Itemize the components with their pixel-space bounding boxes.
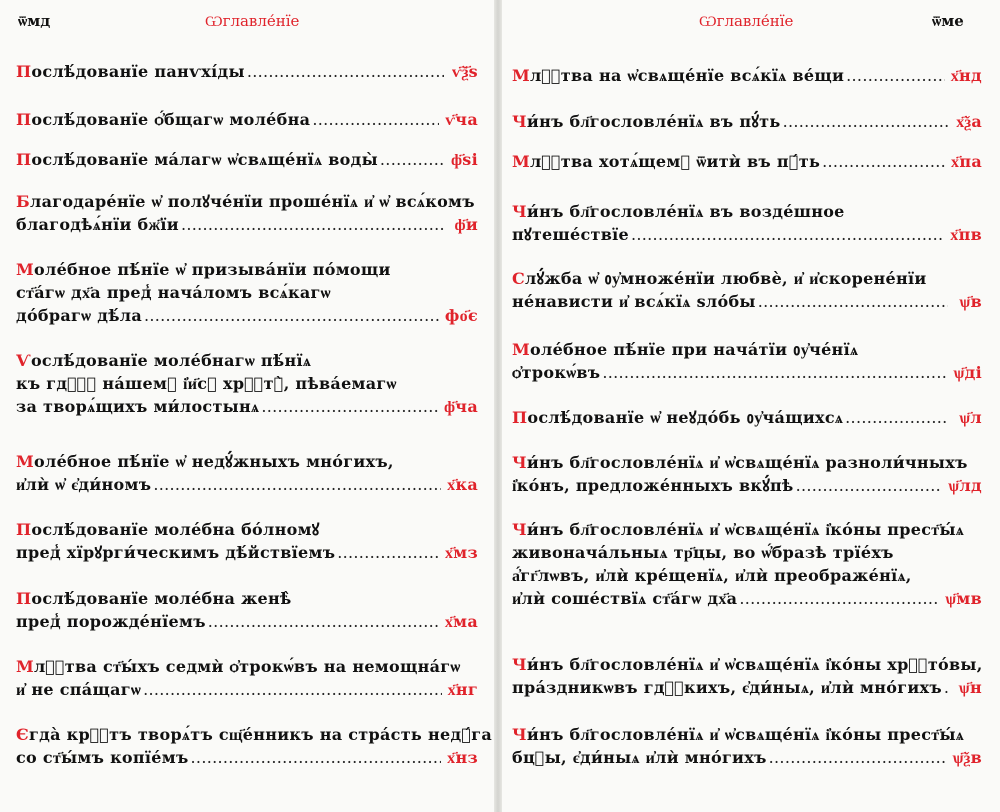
toc-entry-line: [16, 190, 478, 213]
toc-entry-text: за творѧ́щихъ ми́лостынѧ: [16, 397, 260, 416]
red-initial: М: [512, 340, 531, 359]
toc-page-number: ѱ҃л: [959, 408, 982, 427]
red-initial: М: [16, 260, 35, 279]
toc-entry-line: [16, 372, 478, 395]
toc-entry-line: [16, 281, 478, 304]
dot-leader: [944, 676, 948, 699]
toc-entry-text: Моле́бное пѣ́нїе ѡ҆ призыва́нїи по́мощи: [16, 260, 391, 279]
toc-page-number: ѱ҃в: [959, 292, 982, 311]
toc-entry[interactable]: [16, 655, 478, 701]
dot-leader: [208, 610, 439, 633]
toc-page-number: х҃ка: [447, 475, 478, 494]
toc-entry-line: [512, 150, 982, 173]
toc-entry-line: [16, 148, 478, 171]
toc-entry-text: бцⷣы, є҆ди́ныѧ и҆лѝ мно́гихъ: [512, 748, 767, 767]
dot-leader: [631, 223, 944, 246]
toc-entry-text: ст҃а́гѡ дх҃а пред̾ нача́ломъ всѧ́кагѡ: [16, 283, 331, 302]
toc-entry-line: [512, 406, 982, 429]
red-initial: Ч: [512, 520, 527, 539]
toc-entry-text: і҆ко́нъ, предложе́нныхъ вкꙋ́пѣ: [512, 476, 794, 495]
red-initial: П: [16, 110, 32, 129]
toc-entry-text: Єгда̀ крⷭ҇тъ творѧ́тъ сщ҃е́нникъ на стра́сть недꙋ́га: [16, 725, 493, 744]
dot-leader: [846, 64, 945, 87]
toc-entry-line: [16, 450, 478, 473]
dot-leader: [261, 395, 438, 418]
toc-entry[interactable]: [512, 110, 982, 133]
toc-entry-line: [512, 676, 982, 699]
toc-entry[interactable]: [512, 338, 982, 384]
toc-entry-text: Моле́бное пѣ́нїе ѡ҆ недꙋ́жныхъ мно́гихъ,: [16, 452, 394, 471]
dot-leader: [144, 304, 439, 327]
toc-entry[interactable]: [512, 150, 982, 173]
toc-entry-text: Чи́нъ бл҃гословле́нїѧ и҆ ѡ҆свѧще́нїѧ і҆ко́ны хрⷭ҇то́вы,: [512, 655, 983, 674]
toc-entry-line: [512, 64, 982, 87]
toc-entry-line: [16, 349, 478, 372]
red-initial: П: [16, 62, 32, 81]
toc-entry-text: Чи́нъ бл҃гословле́нїѧ и҆ ѡ҆свѧще́нїѧ і҆ко́ны прест҃ы́ѧ: [512, 520, 965, 539]
toc-entry[interactable]: [512, 64, 982, 87]
page-number: ѿме: [932, 12, 964, 30]
toc-entry-line: [512, 361, 982, 384]
toc-page-number: х҃пв: [950, 225, 982, 244]
dot-leader: [143, 678, 442, 701]
toc-entry[interactable]: [512, 200, 982, 246]
toc-entry-text: пра́здникѡвъ гдⷭ҇кихъ, є҆ди́ныѧ, и҆лѝ мно́гихъ: [512, 678, 942, 697]
toc-entry-text: пред̾ порожде́нїемъ: [16, 612, 206, 631]
toc-entry[interactable]: [16, 60, 478, 83]
toc-page-number: х҃мз: [444, 543, 478, 562]
toc-entry-line: [512, 290, 982, 313]
left-page: [0, 0, 494, 812]
toc-entry-text: Млⷭ҇тва на ѡ҆свѧще́нїе всѧ́кїѧ ве́щи: [512, 66, 845, 85]
dot-leader: [191, 746, 442, 769]
toc-entry-text: благодѣѧ́нїи бж҃їи: [16, 215, 179, 234]
dot-leader: [845, 406, 948, 429]
red-initial: М: [512, 66, 531, 85]
dot-leader: [380, 148, 444, 171]
toc-page-number: х҃па: [951, 152, 982, 171]
dot-leader: [312, 108, 439, 131]
red-initial: Ѵ: [16, 351, 31, 370]
toc-entry-line: [16, 395, 478, 418]
toc-entry-text: Чи́нъ бл҃гословле́нїѧ въ возде́шное: [512, 202, 845, 221]
toc-page-number: х҃нг: [447, 680, 478, 699]
toc-entry-line: [16, 723, 493, 746]
toc-entry[interactable]: [16, 258, 478, 327]
dot-leader: [247, 60, 444, 83]
toc-entry-text: живонача́льныѧ тр҃цы, во ѡ҆́бразѣ трїе́хъ: [512, 543, 894, 562]
toc-entry-line: [512, 653, 982, 676]
toc-entry-line: [16, 473, 478, 496]
toc-entry-text: къ гдⷭ҇ꙋ на́шемꙋ і҆и҃сꙋ хрⷭ҇тꙋ̀, пѣва́емагѡ: [16, 374, 397, 393]
toc-entry-line: [512, 223, 982, 246]
toc-entry-text: не́нависти и҆ всѧ́кїѧ ѕло́бы: [512, 292, 756, 311]
toc-entry[interactable]: [16, 349, 478, 418]
toc-entry[interactable]: [512, 406, 982, 429]
toc-entry-text: Чи́нъ бл҃гословле́нїѧ и҆ ѡ҆свѧще́нїѧ і҆ко́ны прест҃ы́ѧ: [512, 725, 965, 744]
toc-entry-text: Послѣ́дованїе моле́бна бо́лномꙋ: [16, 520, 320, 539]
toc-entry-line: [512, 110, 982, 133]
book-gutter: [494, 0, 502, 812]
red-initial: П: [16, 150, 32, 169]
toc-entry-text: Послѣ́дованїе ма́лагѡ ѡ҆свѧще́нїѧ воды̀: [16, 150, 378, 169]
toc-entry-line: [16, 213, 478, 236]
toc-page-number: ѱ҃н: [958, 678, 982, 697]
toc-entry[interactable]: [16, 148, 478, 171]
dot-leader: [181, 213, 444, 236]
toc-entry-text: пред̾ хїрꙋрги́ческимъ дѣ́йствїемъ: [16, 543, 336, 562]
page-title: Ѡглавле́нїе: [699, 12, 794, 30]
dot-leader: [769, 746, 947, 769]
red-initial: Ч: [512, 725, 527, 744]
toc-page-number: х҃нз: [447, 748, 478, 767]
toc-page-number: ф҃ча: [443, 397, 478, 416]
dot-leader: [783, 110, 948, 133]
toc-entry-text: Слꙋ́жба ѡ҆ ᲂу҆множе́нїи любвѐ, и҆ и҆скорене́нїи: [512, 269, 927, 288]
toc-page-number: ф҃и: [454, 215, 478, 234]
red-initial: Ч: [512, 453, 527, 472]
toc-page-number: х҃ма: [444, 612, 478, 631]
toc-entry-text: Моле́бное пѣ́нїе при нача́тїи ᲂу҆че́нїѧ: [512, 340, 859, 359]
toc-entry[interactable]: [16, 190, 478, 236]
toc-entry-line: [512, 267, 982, 290]
toc-entry[interactable]: [16, 723, 493, 769]
red-initial: Є: [16, 725, 30, 744]
toc-entry-text: Млⷭ҇тва ст҃ы́хъ седмѝ ѻ҆трокѡ́въ на немощна́гѡ: [16, 657, 461, 676]
toc-entry-text: Послѣ́дованїе ѻ҆́бщагѡ моле́бна: [16, 110, 311, 129]
right-page: [502, 0, 1000, 812]
red-initial: П: [16, 589, 32, 608]
red-initial: П: [16, 520, 32, 539]
toc-entry[interactable]: [16, 450, 478, 496]
dot-leader: [739, 587, 939, 610]
toc-entry-line: [16, 610, 478, 633]
toc-entry-text: Послѣ́дованїе ѡ҆ неꙋдо́бь ᲂу҆ча́щихсѧ: [512, 408, 844, 427]
toc-entry-text: Послѣ́дованїе моле́бна женѣ̀: [16, 589, 292, 608]
toc-entry-text: Ѵослѣ́дованїе моле́бнагѡ пѣ́нїѧ: [16, 351, 312, 370]
toc-entry-line: [16, 678, 478, 701]
toc-entry-text: а҆́гг҃лѡвъ, и҆лѝ кре́щенїѧ, и҆лѝ преображе́нїѧ,: [512, 566, 912, 585]
red-initial: Ч: [512, 202, 527, 221]
red-initial: М: [16, 657, 35, 676]
toc-entry-line: [16, 746, 478, 769]
red-initial: С: [512, 269, 526, 288]
page-number: ѿмд: [18, 12, 51, 30]
toc-entry-text: Благодаре́нїе ѡ҆ полꙋче́нїи проше́нїѧ и҆ ѡ҆ всѧ́комъ: [16, 192, 475, 211]
toc-entry-text: и҆лѝ ѡ҆ є҆ди́номъ: [16, 475, 152, 494]
page-title: Ѡглавле́нїе: [205, 12, 300, 30]
dot-leader: [602, 361, 947, 384]
toc-entry-text: Млⷭ҇тва хотѧ́щемꙋ ѿитѝ въ пꙋ́ть: [512, 152, 821, 171]
toc-entry-line: [16, 108, 478, 131]
toc-page-number: ѱ҃ѯв: [952, 748, 982, 767]
red-initial: Б: [16, 192, 30, 211]
toc-entry-line: [512, 200, 982, 223]
toc-entry-line: [16, 587, 478, 610]
toc-entry[interactable]: [512, 653, 982, 699]
toc-page-number: ѵ҃ѯ҃ѕ: [451, 62, 478, 81]
red-initial: М: [512, 152, 531, 171]
toc-page-number: х҃ѯа: [956, 112, 982, 131]
toc-entry-line: [512, 564, 982, 587]
toc-entry[interactable]: [512, 518, 982, 610]
red-initial: М: [16, 452, 35, 471]
toc-entry-line: [512, 518, 982, 541]
toc-entry-line: [16, 60, 478, 83]
dot-leader: [153, 473, 441, 496]
toc-entry[interactable]: [512, 723, 982, 769]
toc-page-number: х҃нд: [950, 66, 982, 85]
toc-entry-line: [16, 518, 478, 541]
dot-leader: [796, 474, 943, 497]
red-initial: Ч: [512, 655, 527, 674]
toc-entry-line: [16, 258, 478, 281]
toc-entry[interactable]: [16, 518, 478, 564]
toc-entry-text: Послѣ́дованїе панѵхі́ды: [16, 62, 245, 81]
toc-entry[interactable]: [512, 267, 982, 313]
red-initial: Ч: [512, 112, 527, 131]
toc-page-number: ѱ҃лд: [948, 476, 982, 495]
toc-page-number: ф҃ѕі: [450, 150, 478, 169]
toc-entry-text: пꙋтеше́ствїе: [512, 225, 630, 244]
toc-entry-line: [512, 746, 982, 769]
toc-entry-line: [512, 451, 982, 474]
dot-leader: [758, 290, 948, 313]
toc-entry[interactable]: [16, 587, 478, 633]
toc-entry-text: Чи́нъ бл҃гословле́нїѧ и҆ ѡ҆свѧще́нїѧ разноли́чныхъ: [512, 453, 968, 472]
toc-entry-text: со ст҃ы́мъ копїе́мъ: [16, 748, 189, 767]
dot-leader: [337, 541, 439, 564]
toc-entry-text: ѻ҆трокѡ́въ: [512, 363, 601, 382]
red-initial: П: [512, 408, 528, 427]
toc-entry-line: [512, 723, 982, 746]
toc-page-number: фо҃є: [444, 306, 478, 325]
toc-entry[interactable]: [512, 451, 982, 497]
toc-entry-line: [512, 474, 982, 497]
toc-entry[interactable]: [16, 108, 478, 131]
toc-entry-line: [16, 541, 478, 564]
toc-entry-text: до́брагѡ дѣ́ла: [16, 306, 142, 325]
toc-entry-line: [16, 655, 478, 678]
toc-entry-text: и҆ не спа́щагѡ: [16, 680, 142, 699]
toc-page-number: ѱ҃ді: [953, 363, 982, 382]
toc-page-number: ѱ҃мв: [945, 589, 982, 608]
toc-entry-line: [512, 338, 982, 361]
toc-entry-line: [512, 541, 982, 564]
toc-entry-line: [512, 587, 982, 610]
toc-entry-line: [16, 304, 478, 327]
toc-page-number: ѵ҃ча: [445, 110, 478, 129]
dot-leader: [822, 150, 945, 173]
toc-entry-text: и҆лѝ соше́ствїѧ ст҃а́гѡ дх҃а: [512, 589, 738, 608]
toc-entry-text: Чи́нъ бл҃гословле́нїѧ въ пꙋ́ть: [512, 112, 781, 131]
